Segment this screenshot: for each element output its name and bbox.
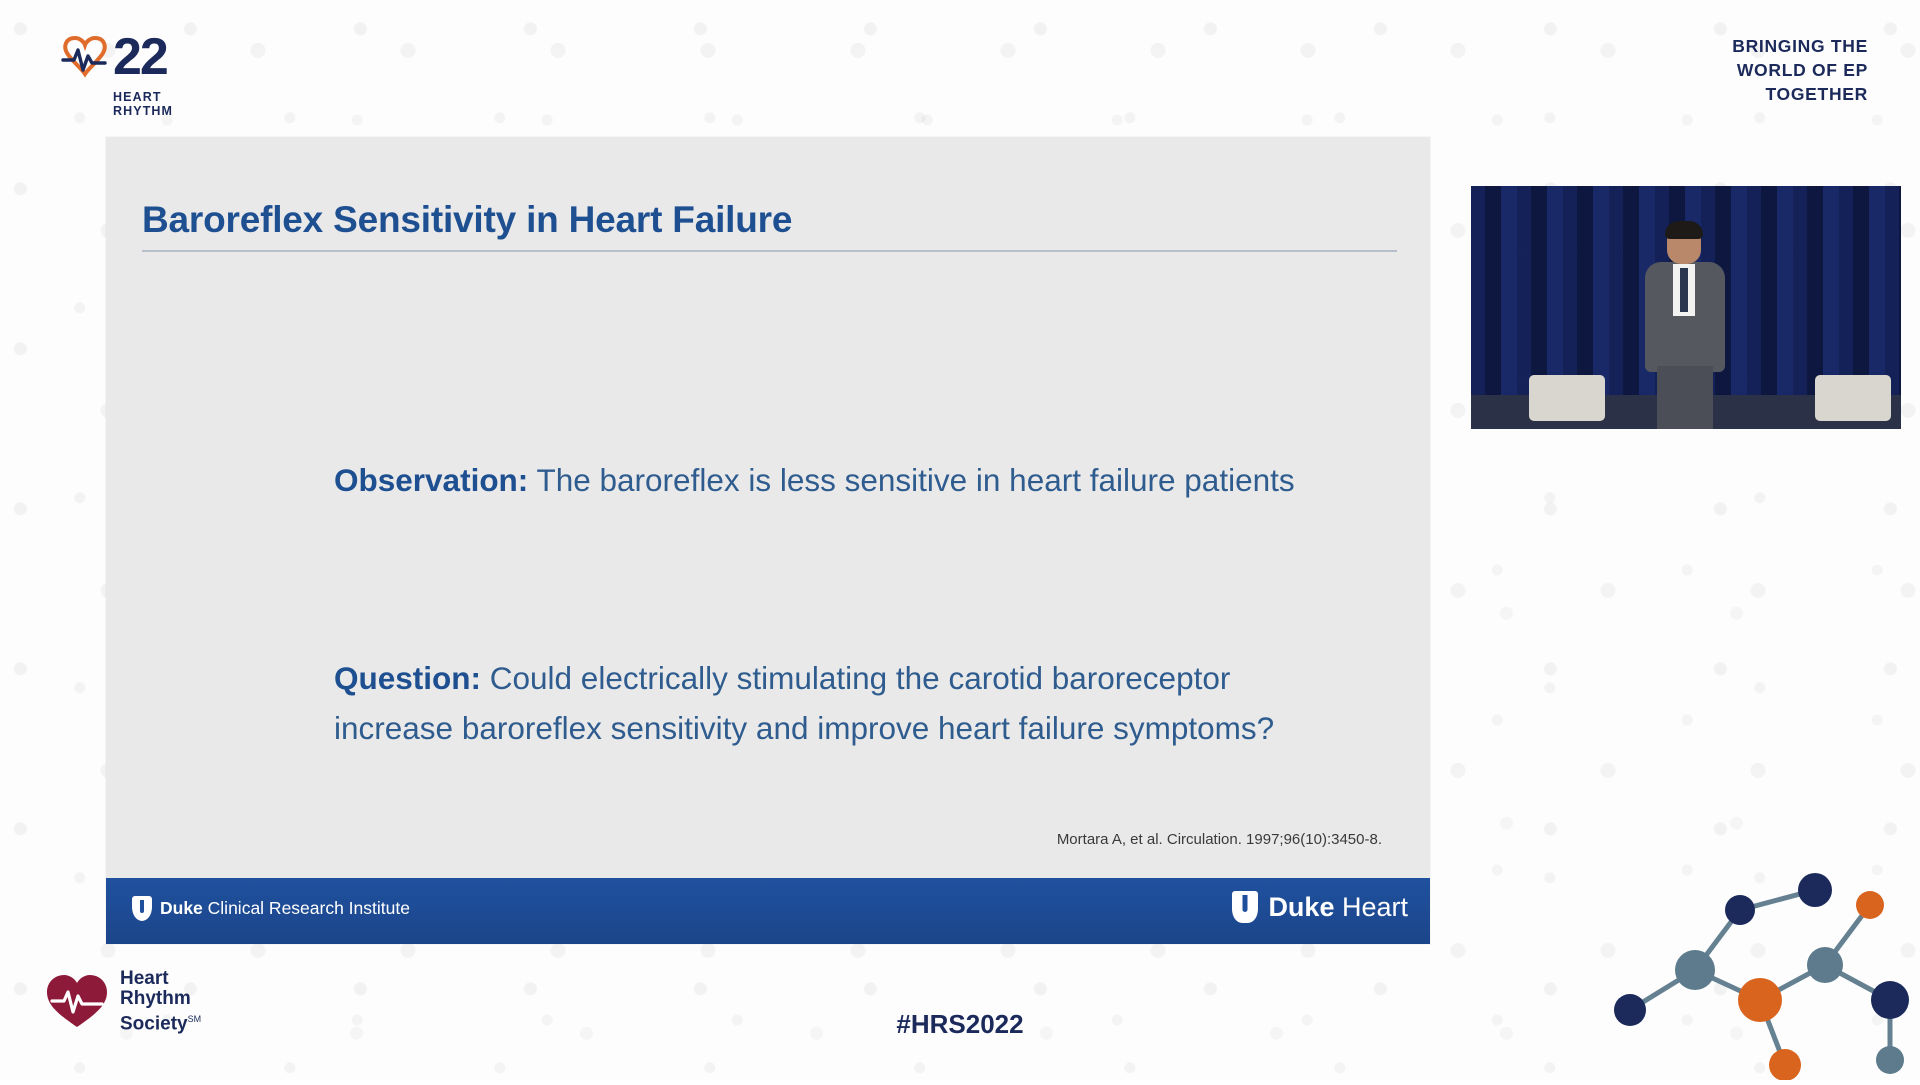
- duke-shield-icon-large: [1232, 891, 1258, 923]
- society-trademark: SM: [187, 1013, 202, 1024]
- slide-observation-block: [334, 455, 1344, 505]
- slide-question-text: Could electrically stimulating the carotid baroreceptor increase baroreflex sensitivity and improve heart failure symptoms?: [334, 660, 1275, 746]
- duke-left-brand: Duke: [160, 898, 203, 918]
- event-tagline: [1732, 34, 1868, 106]
- slide-title-container: [142, 199, 1397, 252]
- speaker-legs: [1657, 366, 1713, 429]
- speaker-hair: [1665, 221, 1703, 239]
- duke-shield-icon: [132, 896, 152, 921]
- speaker-camera-feed[interactable]: [1471, 186, 1901, 429]
- slide-citation: Mortara A, et al. Circulation. 1997;96(10):3450-8.: [1056, 831, 1382, 848]
- slide-question-label: Question:: [334, 660, 481, 696]
- slide-footer-bar: [106, 878, 1430, 944]
- society-line-1: Heart: [120, 967, 169, 989]
- duke-right-text: Heart: [1334, 891, 1408, 922]
- hrs22-event-logo: [55, 28, 195, 118]
- tagline-line-2: WORLD OF EP: [1736, 60, 1868, 80]
- slide-observation-label: Observation:: [334, 462, 529, 498]
- heart-rhythm-mark-icon: [61, 30, 119, 84]
- molecule-decoration-icon: [1590, 850, 1920, 1080]
- duke-right-wordmark: [1268, 892, 1408, 923]
- event-logo-lockup: [55, 28, 195, 118]
- stage-chair-left: [1529, 375, 1605, 421]
- presentation-slide: [106, 137, 1430, 944]
- tagline-line-1: BRINGING THE: [1732, 36, 1868, 56]
- society-line-2: Rhythm: [120, 987, 191, 1009]
- duke-right-brand: Duke: [1268, 891, 1335, 922]
- duke-left-wordmark: [160, 898, 410, 919]
- duke-left-text: Clinical Research Institute: [202, 898, 410, 918]
- speaker-tie: [1680, 268, 1688, 312]
- slide-observation-text: The baroreflex is less sensitive in heart failure patients: [528, 462, 1295, 498]
- speaker-figure: [1637, 224, 1733, 429]
- event-logo-subtitle: HEART RHYTHM: [113, 90, 174, 118]
- duke-clinical-research-institute-logo: [132, 896, 410, 921]
- slide-title: Baroreflex Sensitivity in Heart Failure: [142, 199, 793, 240]
- duke-heart-logo: [1232, 891, 1408, 923]
- stage-chair-right: [1815, 375, 1891, 421]
- event-logo-year: 22: [113, 28, 167, 86]
- slide-question-block: [334, 653, 1344, 753]
- society-line-3: Society: [120, 1013, 188, 1034]
- tagline-line-3: TOGETHER: [1765, 84, 1868, 104]
- event-hashtag: #HRS2022: [896, 1009, 1024, 1039]
